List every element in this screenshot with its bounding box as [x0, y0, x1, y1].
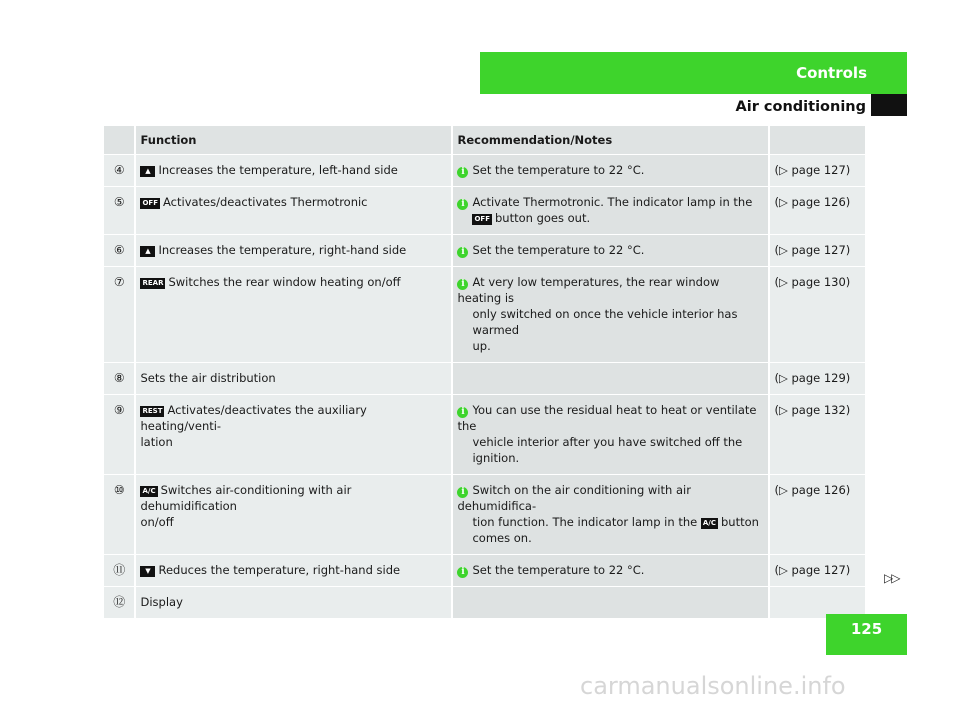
page-ref: (▷ page 127) [770, 555, 865, 586]
notes-cell [453, 555, 768, 586]
function-text: on/off [140, 515, 174, 529]
header-num [104, 126, 134, 154]
page-ref: (▷ page 129) [770, 363, 865, 394]
ac-button-icon: A/C [142, 487, 156, 495]
rear-window-heating-icon: REAR [142, 279, 164, 287]
function-text: Switches air-conditioning with air dehumidification [140, 483, 352, 513]
row-number: ⑦ [104, 267, 134, 362]
notes-text: only switched on once the vehicle interior has warmed [472, 307, 738, 337]
page-ref: (▷ page 132) [770, 395, 865, 474]
header-function: Function [136, 126, 451, 154]
table-row [104, 187, 865, 234]
info-icon: i [457, 199, 468, 210]
notes-text: comes on. [472, 531, 532, 545]
function-cell [136, 155, 451, 186]
row-number: ⑤ [104, 187, 134, 234]
info-icon: i [457, 487, 468, 498]
function-cell [136, 363, 451, 394]
temp-up-icon: ▲ [140, 246, 155, 257]
notes-cell [453, 587, 768, 618]
notes-text: vehicle interior after you have switched off the ignition. [472, 435, 743, 465]
page-title: Air conditioning [735, 99, 866, 115]
notes-text: Set the temperature to 22 °C. [472, 563, 645, 577]
section-tab-label: Controls [796, 64, 867, 82]
function-cell [136, 587, 451, 618]
info-icon: i [457, 247, 468, 258]
function-text: Increases the temperature, left-hand side [158, 163, 398, 177]
function-text: Reduces the temperature, right-hand side [158, 563, 401, 577]
row-number: ⑨ [104, 395, 134, 474]
temp-up-icon: ▲ [140, 166, 155, 177]
info-icon: i [457, 567, 468, 578]
rest-button-icon: REST [142, 407, 163, 415]
table-row [104, 363, 865, 394]
page-ref: (▷ page 127) [770, 155, 865, 186]
off-button-icon: OFF [142, 199, 158, 207]
table-row [104, 235, 865, 266]
function-cell [136, 555, 451, 586]
notes-cell [453, 395, 768, 474]
function-cell [136, 235, 451, 266]
header-ref [770, 126, 865, 154]
page-ref: (▷ page 126) [770, 187, 865, 234]
notes-text: up. [472, 339, 491, 353]
off-button-icon: OFF [474, 215, 490, 223]
function-text: Switches the rear window heating on/off [168, 275, 401, 289]
continued-arrows-icon: ▷▷ [884, 571, 899, 585]
info-icon: i [457, 407, 468, 418]
function-text: Increases the temperature, right-hand side [158, 243, 407, 257]
notes-cell [453, 475, 768, 554]
page-ref: (▷ page 127) [770, 235, 865, 266]
row-number: ④ [104, 155, 134, 186]
notes-text: You can use the residual heat to heat or ventilate the [457, 403, 757, 433]
notes-text: button [720, 515, 759, 529]
function-cell [136, 395, 451, 474]
table-header-row [104, 126, 865, 154]
section-tab [480, 52, 907, 94]
controls-table [102, 125, 867, 619]
page-number: 125 [850, 620, 883, 638]
function-text: Activates/deactivates Thermotronic [163, 195, 368, 209]
function-text: lation [140, 435, 173, 449]
table-row [104, 395, 865, 474]
notes-text: Switch on the air conditioning with air dehumidifica- [457, 483, 691, 513]
function-cell [136, 475, 451, 554]
notes-cell [453, 363, 768, 394]
row-number: ⑪ [104, 555, 134, 586]
row-number: ⑩ [104, 475, 134, 554]
table-row [104, 155, 865, 186]
page-ref: (▷ page 130) [770, 267, 865, 362]
notes-text: tion function. The indicator lamp in the [472, 515, 698, 529]
notes-text: button goes out. [495, 211, 591, 225]
function-cell [136, 267, 451, 362]
row-number: ⑫ [104, 587, 134, 618]
header-notes: Recommendation/Notes [453, 126, 768, 154]
notes-cell [453, 187, 768, 234]
table-row [104, 555, 865, 586]
info-icon: i [457, 167, 468, 178]
function-text: Display [140, 595, 183, 609]
notes-text: At very low temperatures, the rear window heating is [457, 275, 720, 305]
notes-text: Set the temperature to 22 °C. [472, 163, 645, 177]
table-row [104, 475, 865, 554]
notes-cell [453, 155, 768, 186]
notes-text: Set the temperature to 22 °C. [472, 243, 645, 257]
section-tab-marker [871, 94, 907, 116]
notes-cell [453, 235, 768, 266]
info-icon: i [457, 279, 468, 290]
row-number: ⑥ [104, 235, 134, 266]
notes-text: Activate Thermotronic. The indicator lamp in the [472, 195, 753, 209]
temp-down-icon: ▼ [140, 566, 155, 577]
page-ref: (▷ page 126) [770, 475, 865, 554]
ac-button-icon: A/C [702, 519, 716, 527]
page-number-box [826, 614, 907, 655]
table-row [104, 267, 865, 362]
table-row [104, 587, 865, 618]
function-text: Sets the air distribution [140, 371, 276, 385]
function-cell [136, 187, 451, 234]
function-text: Activates/deactivates the auxiliary heating/venti- [140, 403, 367, 433]
row-number: ⑧ [104, 363, 134, 394]
notes-cell [453, 267, 768, 362]
watermark: carmanualsonline.info [580, 672, 846, 700]
